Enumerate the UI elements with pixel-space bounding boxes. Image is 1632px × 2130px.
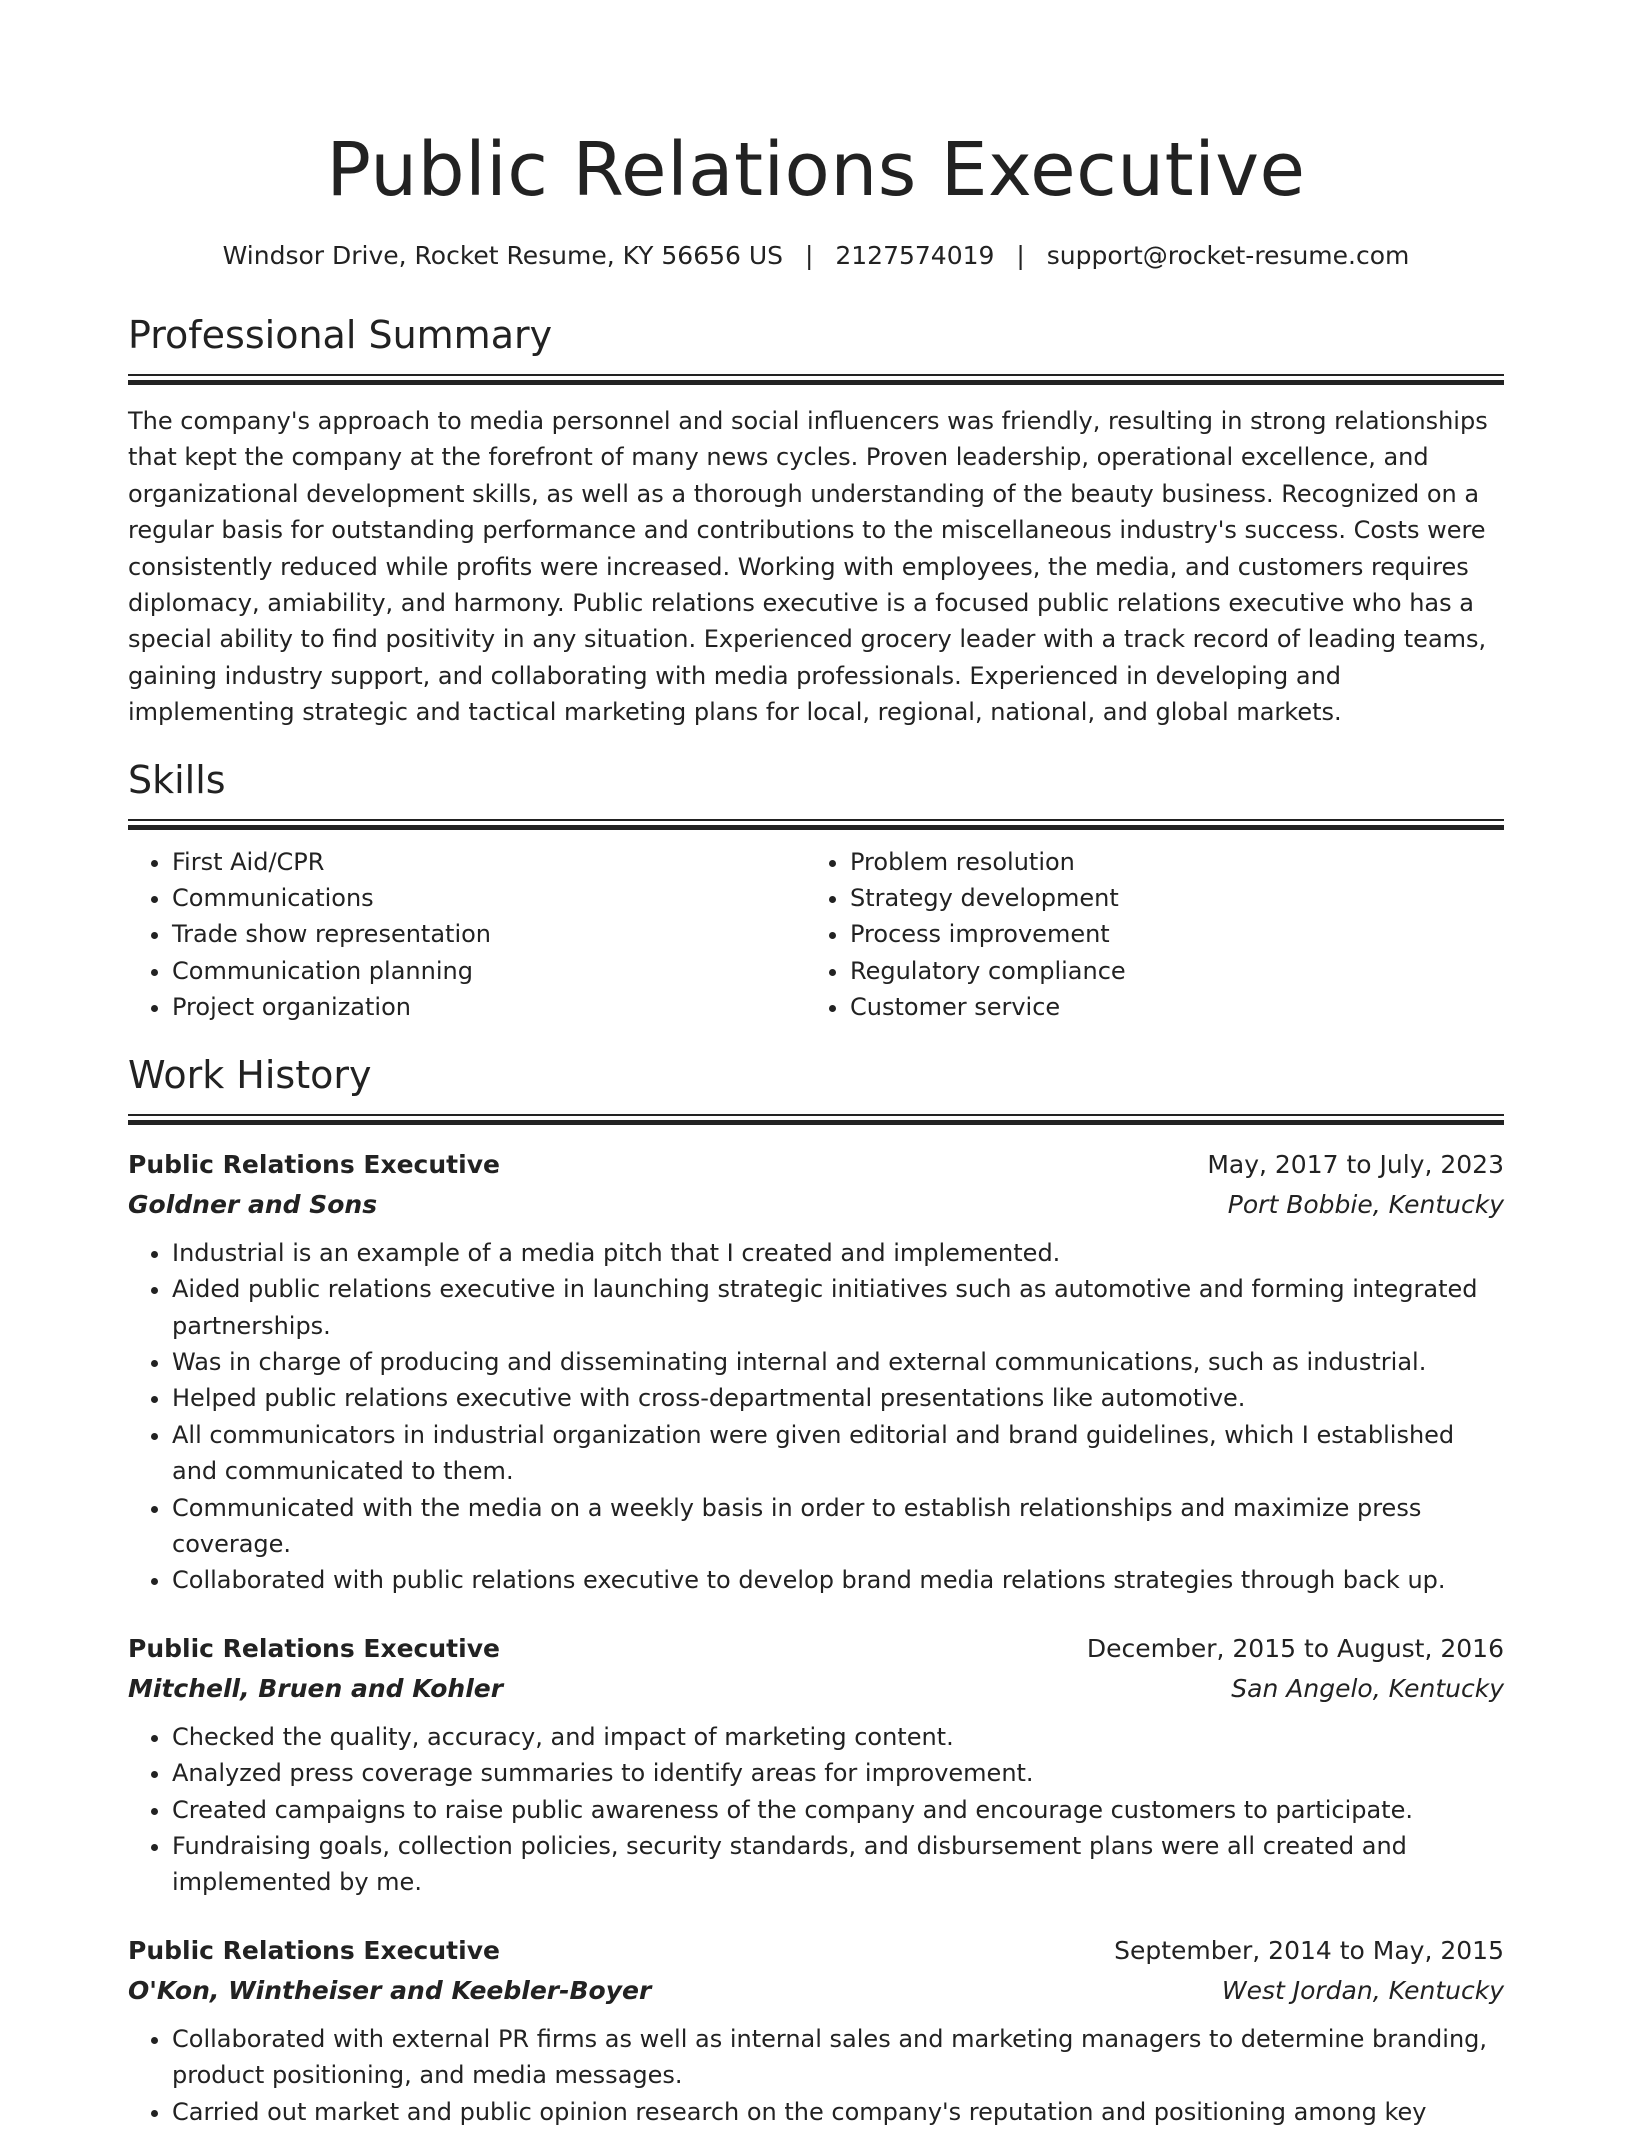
job-bullets: [128, 1719, 1504, 1901]
job-title: Public Relations Executive: [128, 1935, 500, 1965]
contact-address: Windsor Drive, Rocket Resume, KY 56656 US: [222, 241, 784, 270]
job-header: [128, 1931, 1504, 1971]
job-location: West Jordan, Kentucky: [1221, 1975, 1504, 2005]
section-divider: [128, 1114, 1504, 1125]
job-bullets: [128, 2021, 1504, 2130]
job-header: [128, 1145, 1504, 1185]
skill-item: • Regulatory compliance: [850, 953, 1484, 989]
job-entry: [128, 1931, 1504, 2130]
summary-text: The company's approach to media personnel and social influencers was friendly, resulting in strong relationships that kept the company at the forefront of many news cycles. Proven leadership, operational excellence, and organizational development skills, as well as a thorough understanding of the beauty business. Recognized on a regular basis for outstanding performance and contributions to the miscellaneous industry's success. Costs were consistently reduced while profits were increased. Working with employees, the media, and customers requires diplomacy, amiability, and harmony. Public relations executive is a focused public relations executive who has a special ability to find positivity in any situation. Experienced grocery leader with a track record of leading teams, gaining industry support, and collaborating with media professionals. Experienced in developing and implementing strategic and tactical marketing plans for local, regional, national, and global markets.: [128, 407, 1488, 727]
job-dates: December, 2015 to August, 2016: [1086, 1633, 1504, 1663]
job-bullet: • Checked the quality, accuracy, and impact of marketing content.: [172, 1719, 1504, 1755]
skill-item: • Problem resolution: [850, 844, 1484, 880]
skill-item: • Trade show representation: [172, 916, 806, 952]
job-subheader: [128, 1971, 1504, 2011]
skills-list: [128, 844, 1504, 1026]
skill-item: • Communication planning: [172, 953, 806, 989]
job-bullet: • Communicated with the media on a weekly basis in order to establish relationships and maximize press coverage.: [172, 1490, 1504, 1563]
skill-item: • Strategy development: [850, 880, 1484, 916]
job-bullet: • Aided public relations executive in launching strategic initiatives such as automotive and forming integrated partnerships.: [172, 1271, 1504, 1344]
job-title: Public Relations Executive: [128, 1633, 500, 1663]
job-company: O'Kon, Wintheiser and Keebler-Boyer: [128, 1975, 652, 2005]
contact-email: support@rocket-resume.com: [1046, 241, 1410, 270]
section-divider: [128, 819, 1504, 830]
skills-heading: Skills: [128, 757, 226, 802]
job-bullet: • All communicators in industrial organization were given editorial and brand guidelines, which I established and communicated to them.: [172, 1417, 1504, 1490]
skill-item: • First Aid/CPR: [172, 844, 806, 880]
work-history-heading: Work History: [128, 1052, 372, 1097]
job-location: San Angelo, Kentucky: [1231, 1673, 1504, 1703]
job-bullet: • Collaborated with external PR firms as well as internal sales and marketing managers to determine branding, product positioning, and media messages.: [172, 2021, 1504, 2094]
job-bullet: • Helped public relations executive with cross-departmental presentations like automotive.: [172, 1380, 1504, 1416]
skill-item: • Project organization: [172, 989, 806, 1025]
contact-phone: 2127574019: [835, 241, 995, 270]
job-header: [128, 1629, 1504, 1669]
job-bullet: • Was in charge of producing and disseminating internal and external communications, such as industrial.: [172, 1344, 1504, 1380]
section-divider: [128, 374, 1504, 385]
job-entry: [128, 1145, 1504, 1599]
job-bullet: • Created campaigns to raise public awareness of the company and encourage customers to participate.: [172, 1792, 1504, 1828]
skills-column-left: [128, 844, 806, 1026]
resume-page: [128, 0, 1504, 2130]
job-bullet: • Collaborated with public relations executive to develop brand media relations strategies through back up.: [172, 1562, 1504, 1598]
contact-separator: |: [1016, 241, 1025, 270]
job-location: Port Bobbie, Kentucky: [1227, 1189, 1504, 1219]
job-subheader: [128, 1185, 1504, 1225]
skill-item: • Process improvement: [850, 916, 1484, 952]
job-bullet: • Industrial is an example of a media pitch that I created and implemented.: [172, 1235, 1504, 1271]
job-bullet: • Analyzed press coverage summaries to identify areas for improvement.: [172, 1755, 1504, 1791]
job-bullets: [128, 1235, 1504, 1599]
job-dates: May, 2017 to July, 2023: [1207, 1149, 1504, 1179]
job-bullet: • Fundraising goals, collection policies, security standards, and disbursement plans were all created and implemented by me.: [172, 1828, 1504, 1901]
skills-column-right: [806, 844, 1484, 1026]
resume-title: Public Relations Executive: [326, 127, 1306, 213]
job-subheader: [128, 1669, 1504, 1709]
contact-separator: |: [804, 241, 814, 270]
job-dates: September, 2014 to May, 2015: [1114, 1935, 1504, 1965]
job-entry: [128, 1629, 1504, 1901]
summary-heading: Professional Summary: [128, 313, 553, 357]
job-company: Goldner and Sons: [128, 1189, 378, 1219]
job-title: Public Relations Executive: [128, 1149, 500, 1179]
skill-item: • Customer service: [850, 989, 1484, 1025]
job-bullet: • Carried out market and public opinion research on the company's reputation and positioning among key: [172, 2094, 1504, 2130]
contact-line: [128, 238, 1504, 274]
job-company: Mitchell, Bruen and Kohler: [128, 1673, 504, 1703]
skill-item: • Communications: [172, 880, 806, 916]
